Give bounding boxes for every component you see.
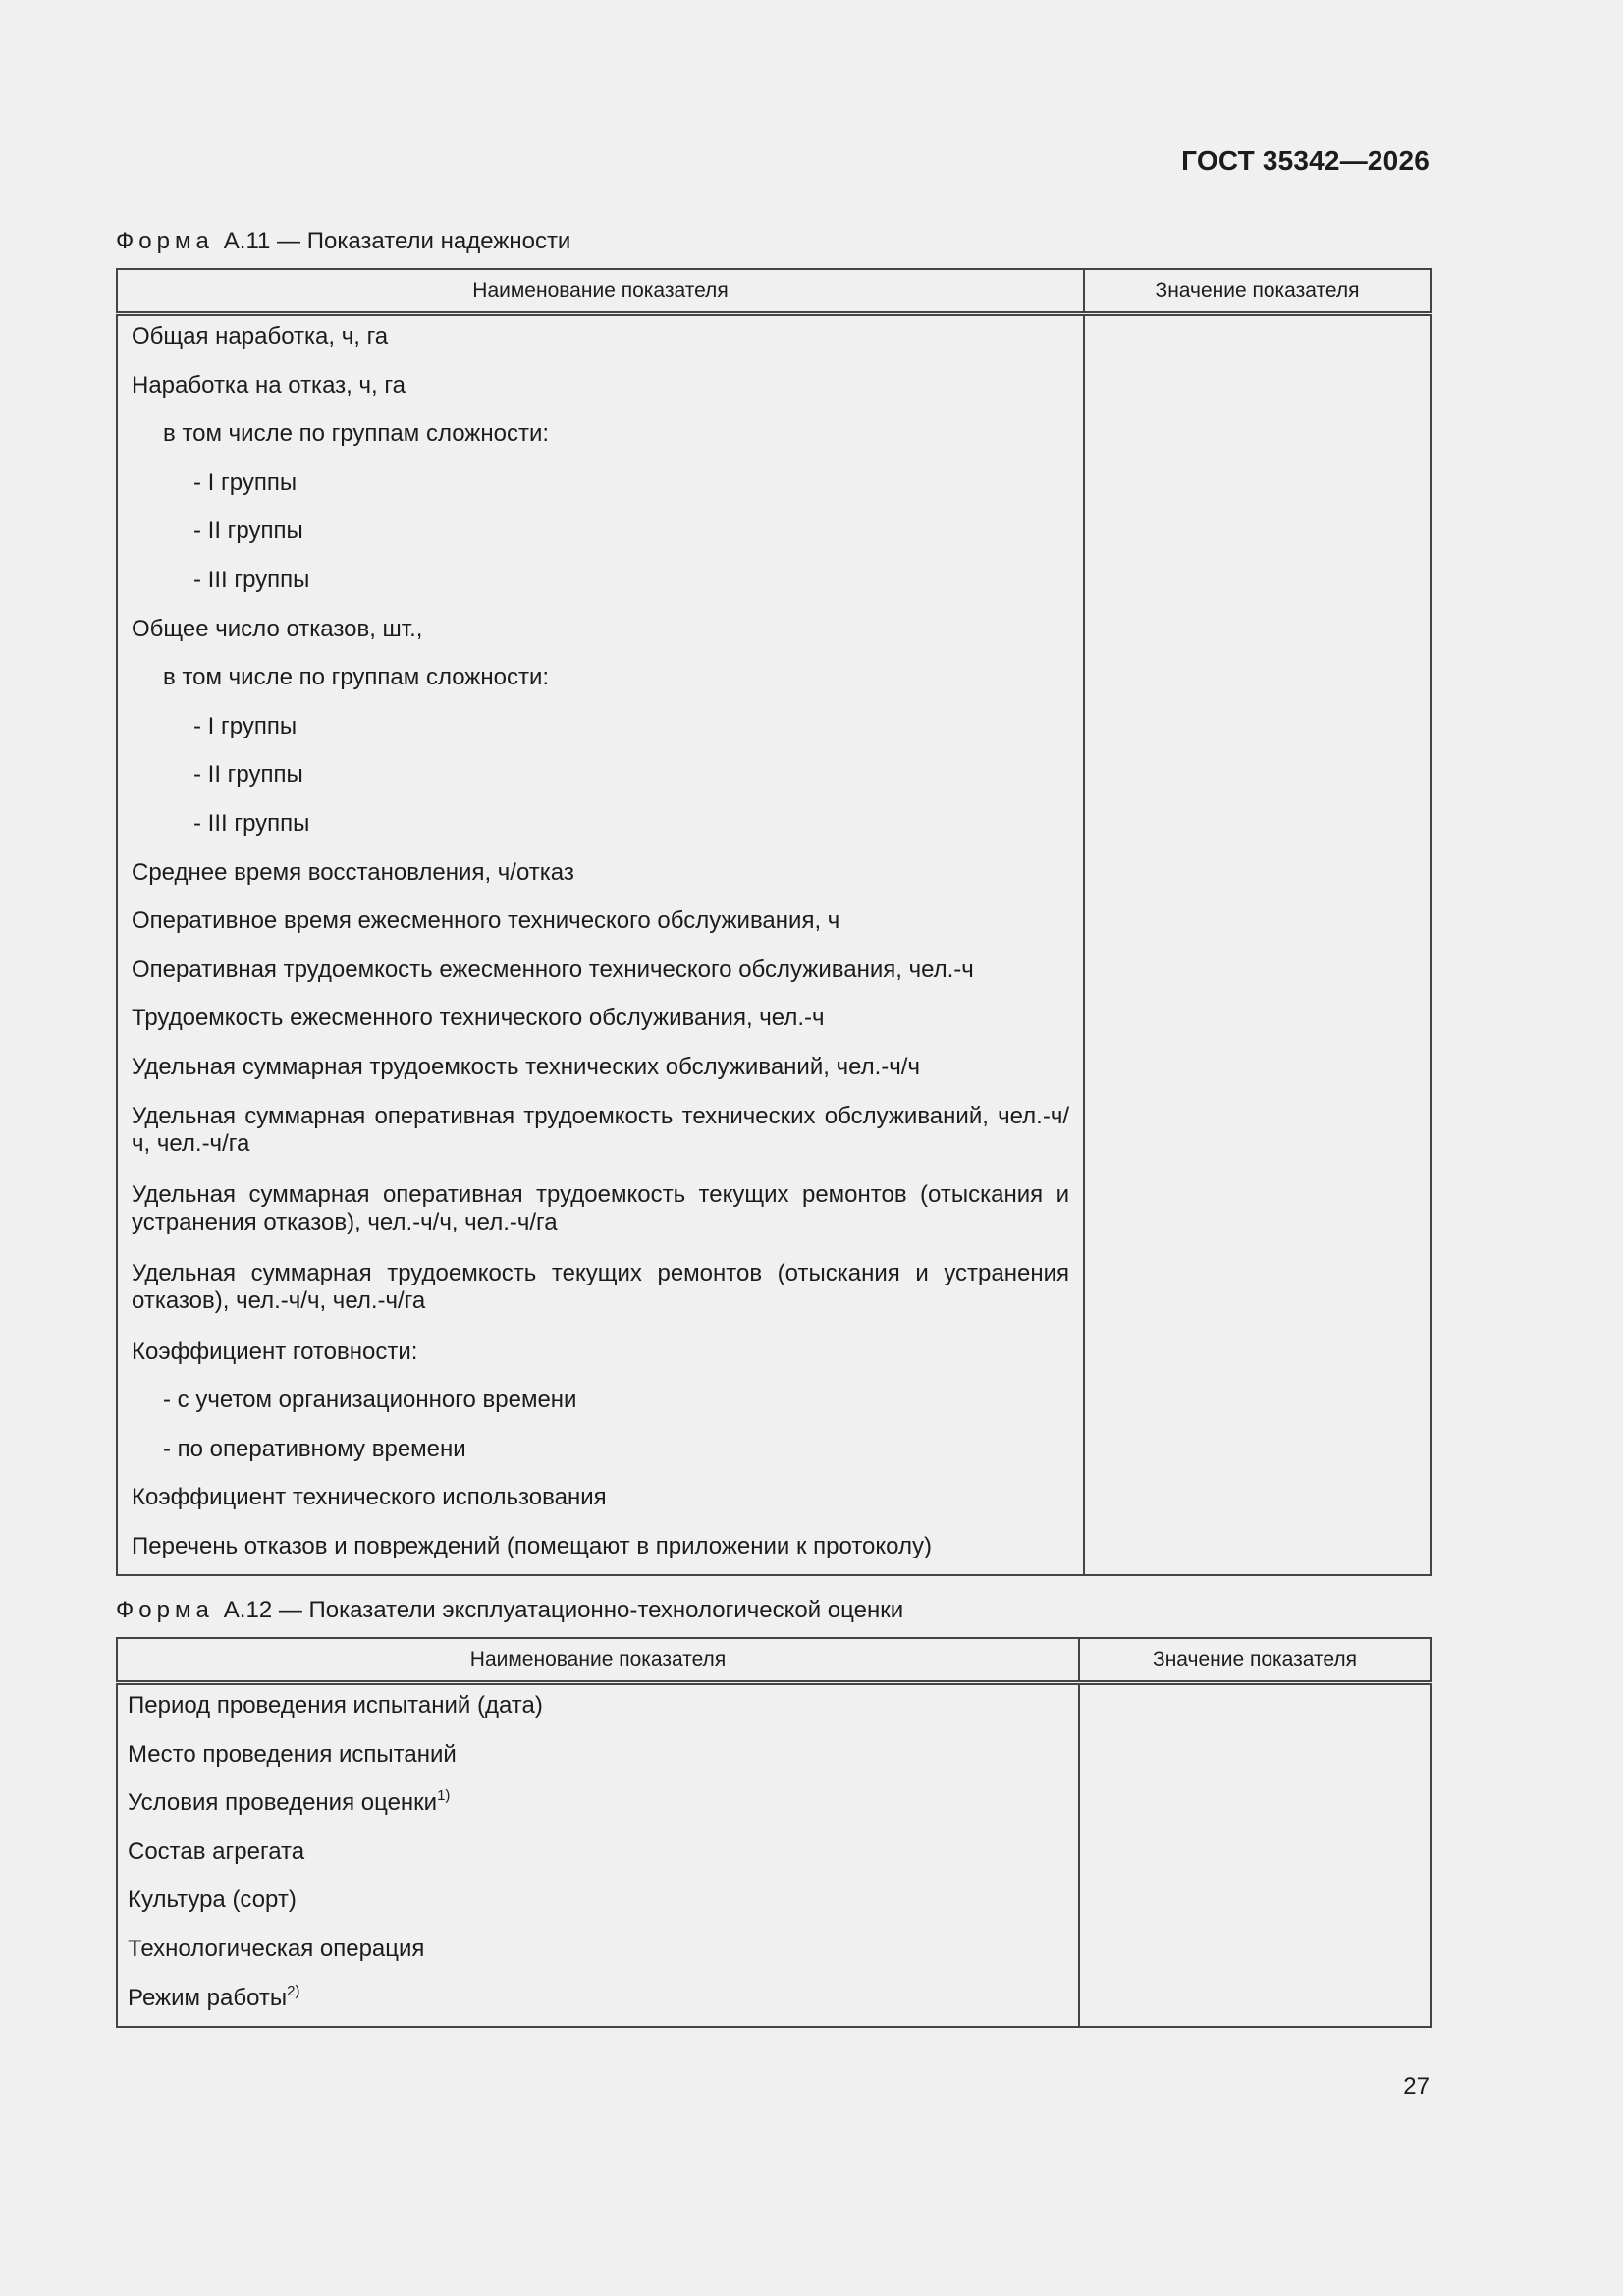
value-cell[interactable] — [1079, 1734, 1431, 1783]
value-cell[interactable] — [1084, 511, 1431, 560]
form-a11-caption — [116, 228, 570, 255]
value-cell[interactable] — [1084, 803, 1431, 852]
value-cell[interactable] — [1084, 1332, 1431, 1381]
value-cell[interactable] — [1079, 1683, 1431, 1734]
value-cell[interactable] — [1084, 901, 1431, 950]
row-label: - II группы — [193, 761, 303, 789]
value-cell[interactable] — [1079, 1782, 1431, 1831]
column-header-name: Наименование показателя — [117, 1638, 1079, 1683]
value-cell[interactable] — [1084, 1526, 1431, 1576]
value-cell[interactable] — [1084, 560, 1431, 609]
row-label: - III группы — [193, 809, 310, 837]
table-row — [117, 1978, 1431, 2028]
row-label: Общая наработка, ч, га — [132, 323, 389, 350]
table-row — [117, 560, 1431, 609]
table-row — [117, 754, 1431, 803]
column-header-name: Наименование показателя — [117, 269, 1084, 314]
table-row — [117, 1526, 1431, 1576]
row-label: Перечень отказов и повреждений (помещают в приложении к протоколу) — [132, 1532, 932, 1559]
row-label: - III группы — [193, 566, 310, 593]
table-row — [117, 1253, 1431, 1332]
value-cell[interactable] — [1084, 1096, 1431, 1175]
value-cell[interactable] — [1084, 1429, 1431, 1478]
value-cell[interactable] — [1084, 852, 1431, 902]
form-word: Форма — [116, 228, 214, 254]
row-label: - I группы — [193, 468, 298, 496]
value-cell[interactable] — [1084, 754, 1431, 803]
value-cell[interactable] — [1084, 609, 1431, 658]
footnote-ref: 1) — [437, 1787, 451, 1805]
form-a11-table — [116, 268, 1432, 1576]
table-row — [117, 1880, 1431, 1929]
table-header-row — [117, 269, 1431, 314]
row-label — [118, 1685, 1078, 1734]
row-text: Режим работы — [128, 1984, 288, 2011]
row-text: Период проведения испытаний (дата) — [128, 1692, 543, 1719]
table-row — [117, 803, 1431, 852]
row-label — [118, 1831, 1078, 1881]
form-a12-table — [116, 1637, 1432, 2028]
table-row — [117, 706, 1431, 755]
table-row — [117, 1929, 1431, 1978]
row-label: Удельная суммарная трудоемкость текущих ремонтов (отыскания и устранения отказов), чел.-ч/ч, чел.-ч/га — [132, 1259, 1069, 1314]
row-label: Трудоемкость ежесменного технического обслуживания, чел.-ч — [132, 1005, 825, 1032]
table-row — [117, 1096, 1431, 1175]
value-cell[interactable] — [1084, 463, 1431, 512]
table-row — [117, 1380, 1431, 1429]
table-row — [117, 852, 1431, 902]
table-row — [117, 1175, 1431, 1253]
row-text: Технологическая операция — [128, 1935, 425, 1962]
table-row — [117, 314, 1431, 365]
value-cell[interactable] — [1084, 1253, 1431, 1332]
table-row — [117, 365, 1431, 414]
row-label: Удельная суммарная оперативная трудоемкость технических обслуживаний, чел.-ч/ч, чел.-ч/га — [132, 1102, 1069, 1157]
value-cell[interactable] — [1084, 706, 1431, 755]
row-text: Условия проведения оценки — [128, 1789, 438, 1817]
table-row — [117, 657, 1431, 706]
table-row — [117, 1477, 1431, 1526]
form-a12-title: А.12 — Показатели эксплуатационно-технологической оценки — [223, 1597, 904, 1623]
table-row — [117, 1683, 1431, 1734]
row-text: Состав агрегата — [128, 1837, 305, 1865]
row-label: Оперативная трудоемкость ежесменного технического обслуживания, чел.-ч — [132, 956, 974, 983]
table-row — [117, 413, 1431, 463]
row-label: Наработка на отказ, ч, га — [132, 371, 406, 399]
row-label: Оперативное время ежесменного технического обслуживания, ч — [132, 907, 840, 935]
table-row — [117, 950, 1431, 999]
value-cell[interactable] — [1084, 1047, 1431, 1096]
row-label: - по оперативному времени — [163, 1435, 466, 1462]
value-cell[interactable] — [1084, 1175, 1431, 1253]
value-cell[interactable] — [1084, 950, 1431, 999]
value-cell[interactable] — [1084, 413, 1431, 463]
row-text: Место проведения испытаний — [128, 1740, 457, 1768]
footnote-ref: 2) — [287, 1982, 300, 1999]
table-row — [117, 463, 1431, 512]
row-label — [118, 1734, 1078, 1783]
row-label — [118, 1929, 1078, 1978]
table-row — [117, 901, 1431, 950]
table-row — [117, 1047, 1431, 1096]
table-row — [117, 511, 1431, 560]
value-cell[interactable] — [1084, 314, 1431, 365]
column-header-value: Значение показателя — [1079, 1638, 1431, 1683]
row-text: Культура (сорт) — [128, 1886, 297, 1914]
row-label: - II группы — [193, 518, 303, 545]
row-label: - с учетом организационного времени — [163, 1387, 577, 1414]
value-cell[interactable] — [1084, 998, 1431, 1047]
value-cell[interactable] — [1084, 1477, 1431, 1526]
value-cell[interactable] — [1084, 365, 1431, 414]
form-word: Форма — [116, 1597, 214, 1623]
row-label: Коэффициент готовности: — [132, 1338, 418, 1365]
row-label — [118, 1880, 1078, 1929]
row-label: Общее число отказов, шт., — [132, 615, 423, 642]
table-row — [117, 1782, 1431, 1831]
value-cell[interactable] — [1079, 1978, 1431, 2028]
row-label: Коэффициент технического использования — [132, 1484, 607, 1511]
value-cell[interactable] — [1084, 657, 1431, 706]
value-cell[interactable] — [1084, 1380, 1431, 1429]
table-row — [117, 998, 1431, 1047]
table-row — [117, 1831, 1431, 1881]
value-cell[interactable] — [1079, 1880, 1431, 1929]
column-header-value: Значение показателя — [1084, 269, 1431, 314]
table-header-row — [117, 1638, 1431, 1683]
row-label: Удельная суммарная трудоемкость технических обслуживаний, чел.-ч/ч — [132, 1053, 920, 1080]
table-row — [117, 609, 1431, 658]
value-cell[interactable] — [1079, 1929, 1431, 1978]
row-label — [118, 1978, 1078, 2027]
row-label: - I группы — [193, 712, 298, 739]
form-a12-caption — [116, 1597, 903, 1624]
table-row — [117, 1332, 1431, 1381]
value-cell[interactable] — [1079, 1831, 1431, 1881]
row-label — [118, 1782, 1078, 1831]
table-row — [117, 1429, 1431, 1478]
row-label: Среднее время восстановления, ч/отказ — [132, 858, 574, 886]
form-a11-title: А.11 — Показатели надежности — [223, 228, 571, 254]
row-label: в том числе по группам сложности: — [163, 664, 550, 691]
row-label: в том числе по группам сложности: — [163, 420, 550, 448]
page-number: 27 — [1403, 2073, 1430, 2100]
table-row — [117, 1734, 1431, 1783]
document-code: ГОСТ 35342—2026 — [1181, 145, 1430, 176]
row-label: Удельная суммарная оперативная трудоемкость текущих ремонтов (отыскания и устранения отказов), чел.-ч/ч, чел.-ч/га — [132, 1180, 1069, 1235]
